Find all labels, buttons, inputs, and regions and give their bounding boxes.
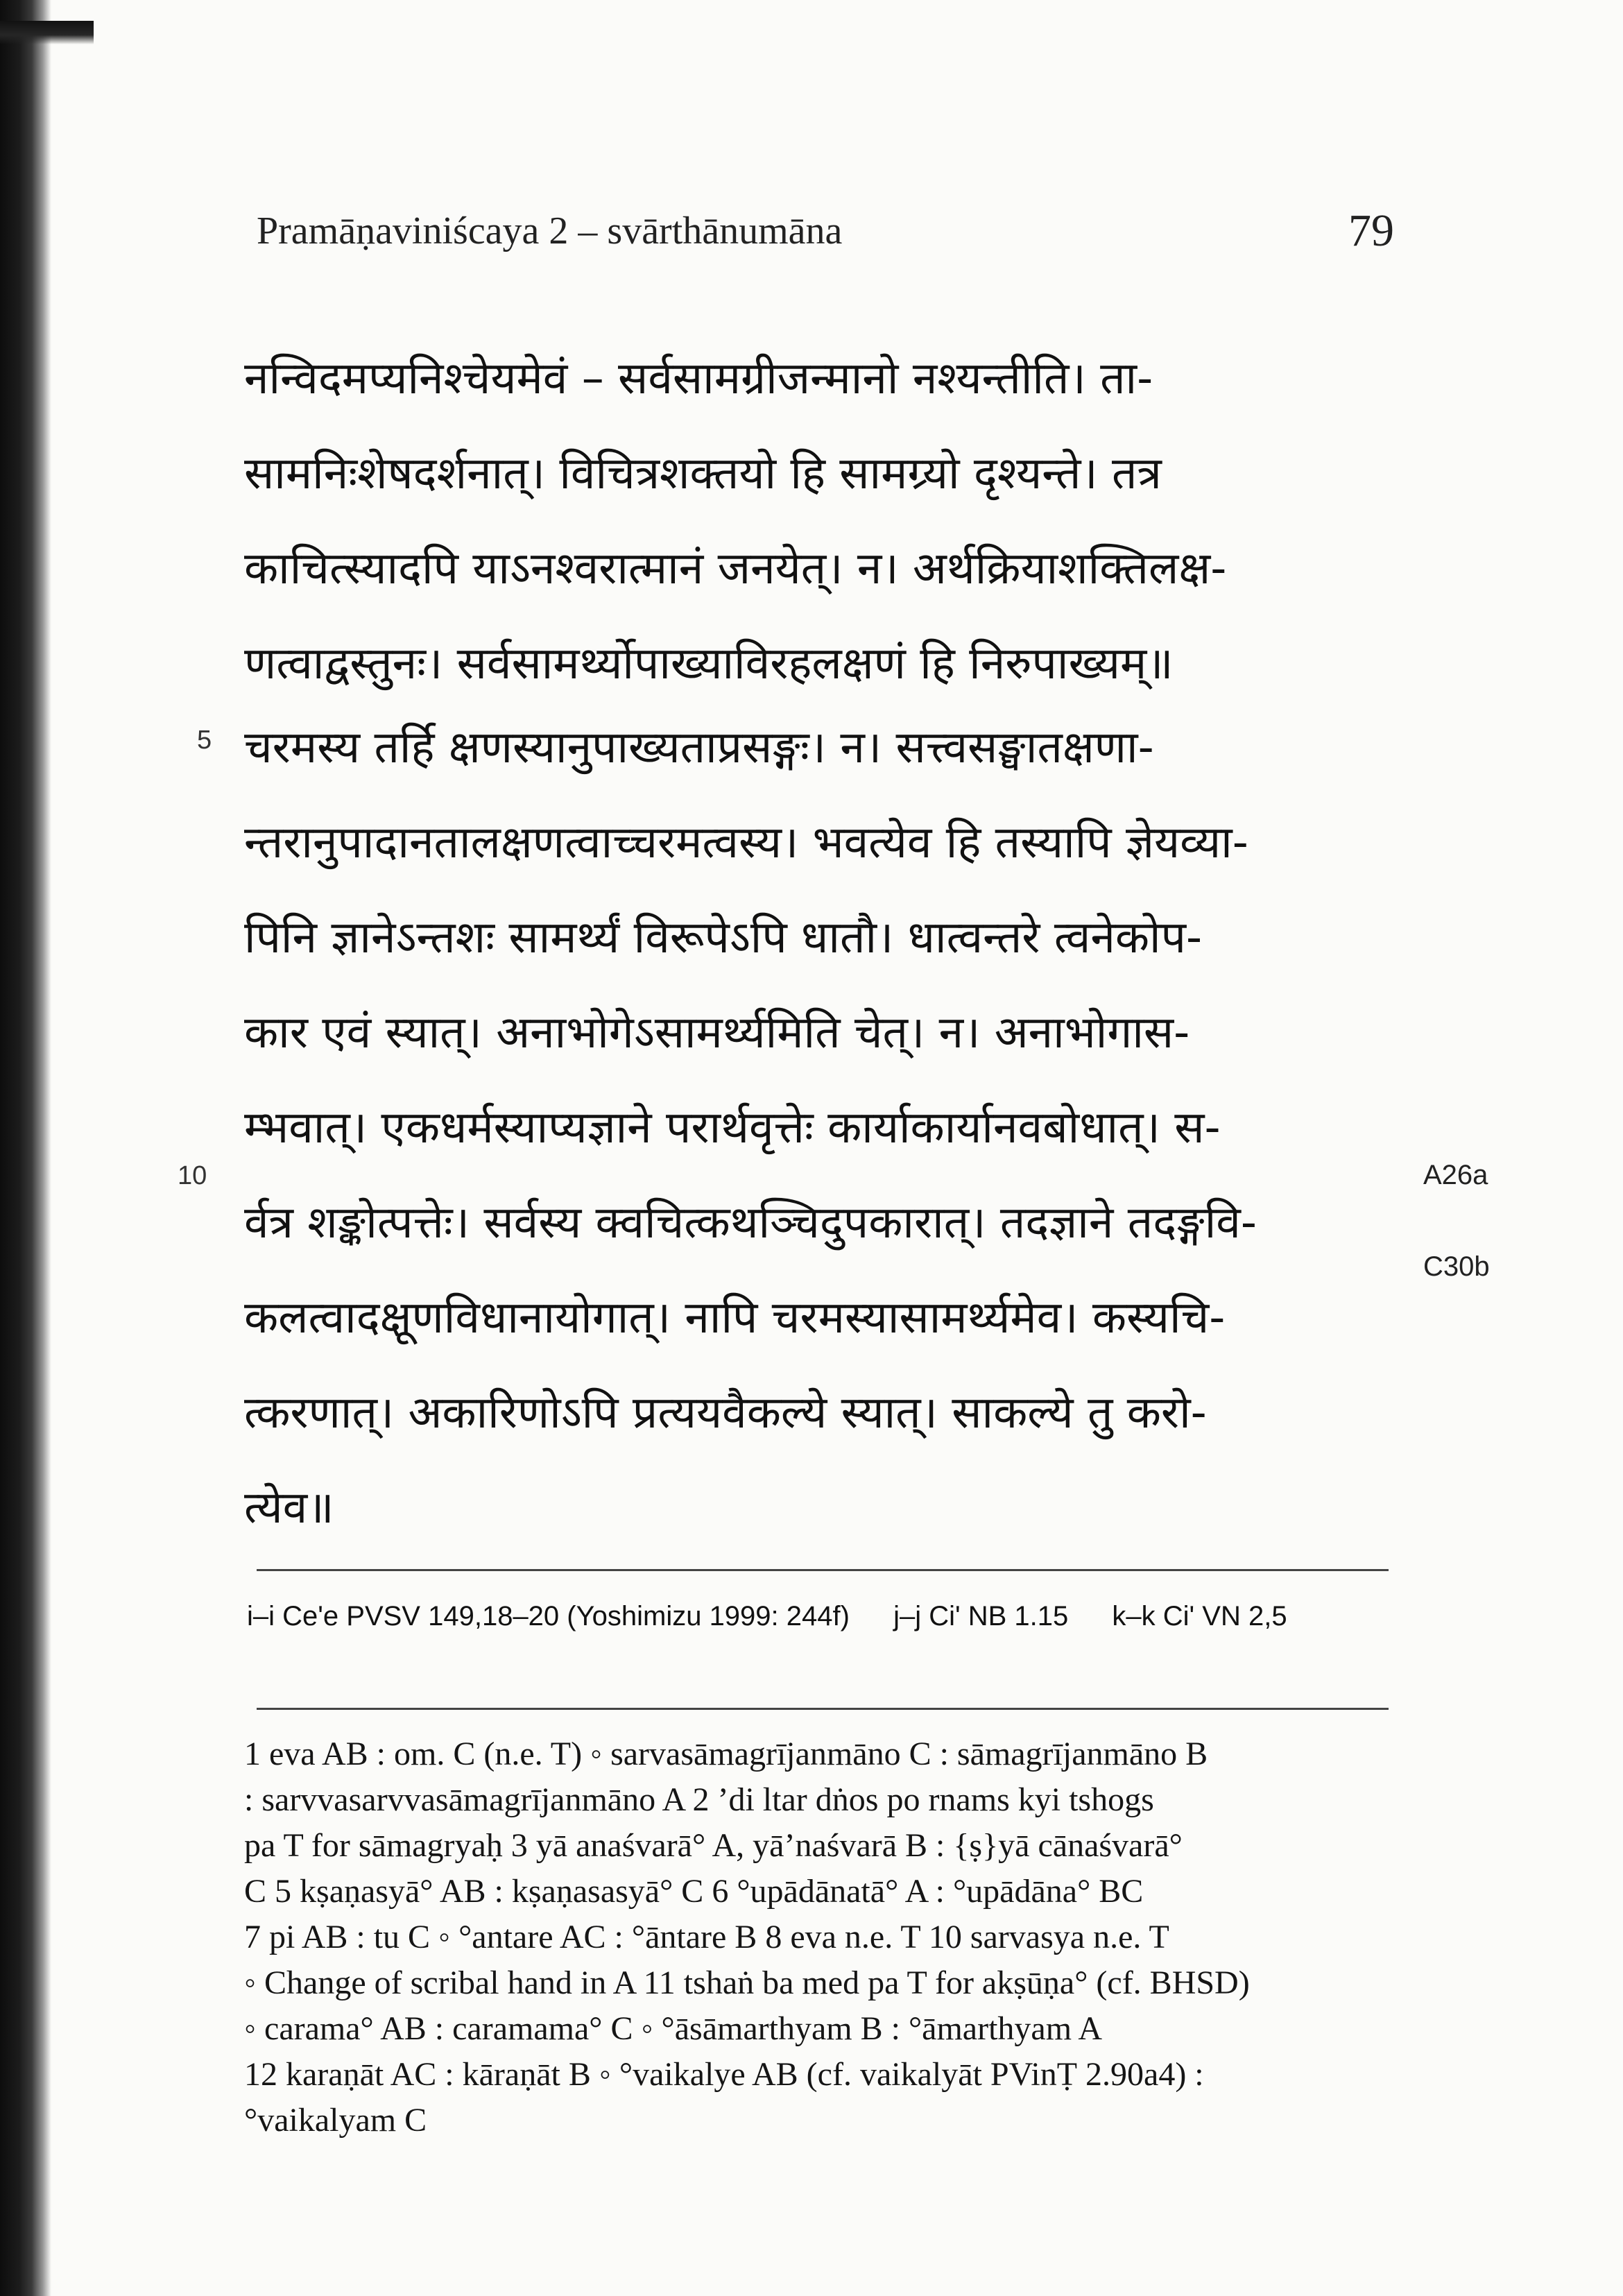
- sanskrit-paragraph-2: [244, 701, 1389, 1556]
- testimonium: i–i Ce'e PVSV 149,18–20 (Yoshimizu 1999: 244f): [247, 1601, 850, 1631]
- scan-binding-corner: [0, 21, 94, 44]
- line-number-5: 5: [197, 726, 212, 755]
- testimonia-divider: [257, 1569, 1389, 1571]
- text-line: सामनिःशेषदर्शनात्। विचित्रशक्तयो हि सामग्र्यो दृश्यन्ते। तत्र: [244, 448, 1162, 499]
- text-line: णत्वाद्वस्तुनः। सर्वसामर्थ्योपाख्याविरहलक्षणं हि निरुपाख्यम्॥: [244, 638, 1174, 689]
- text-line: काचित्स्यादपि याऽनश्वरात्मानं जनयेत्। न। अर्थक्रियाशक्तिलक्ष-: [244, 543, 1227, 594]
- apparatus-line: °vaikalyam C: [244, 2102, 427, 2139]
- manuscript-folio-ref: A26a: [1423, 1160, 1488, 1190]
- apparatus-line: ◦ Change of scribal hand in A 11 tshaṅ ba med pa T for akṣūṇa° (cf. BHSD): [244, 1964, 1250, 2001]
- apparatus-line: : sarvvasarvvasāmagrījanmāno A 2 ’di ltar dṅos po rnams kyi tshogs: [244, 1781, 1154, 1818]
- apparatus-line: 1 eva AB : om. C (n.e. T) ◦ sarvasāmagrījanmāno C : sāmagrījanmāno B: [244, 1736, 1208, 1772]
- page-number: 79: [1348, 205, 1394, 256]
- testimonium: j–j Ci' NB 1.15: [893, 1601, 1069, 1631]
- sanskrit-paragraph-1: [244, 332, 1389, 712]
- page-header: [257, 207, 1394, 255]
- text-line: न्तरानुपादानतालक्षणत्वाच्चरमत्वस्य। भवत्येव हि तस्यापि ज्ञेयव्या-: [244, 817, 1248, 868]
- text-line: कार एवं स्यात्। अनाभोगेऽसामर्थ्यमिति चेत्। न। अनाभोगास-: [244, 1007, 1190, 1059]
- apparatus-divider: [257, 1708, 1389, 1710]
- text-line: कलत्वादक्षूणविधानायोगात्। नापि चरमस्यासामर्थ्यमेव। कस्यचि-: [244, 1292, 1226, 1344]
- text-line: त्येव॥: [244, 1482, 334, 1534]
- text-line: पिनि ज्ञानेऽन्तशः सामर्थ्यं विरूपेऽपि धातौ। धात्वन्तरे त्वनेकोप-: [244, 912, 1203, 963]
- text-line: म्भवात्। एकधर्मस्याप्यज्ञाने परार्थवृत्तेः कार्याकार्यानवबोधात्। स-: [244, 1102, 1221, 1154]
- apparatus-line: ◦ carama° AB : caramama° C ◦ °āsāmarthyam B : °āmarthyam A: [244, 2010, 1103, 2047]
- text-line: र्वत्र शङ्कोत्पत्तेः। सर्वस्य क्वचित्कथञ्चिदुपकारात्। तदज्ञाने तदङ्गवि-: [244, 1197, 1257, 1249]
- manuscript-folio-ref: C30b: [1423, 1251, 1490, 1282]
- testimonium: k–k Ci' VN 2,5: [1112, 1601, 1287, 1631]
- testimonia-apparatus: [247, 1595, 1391, 1637]
- critical-apparatus: [244, 1731, 1392, 2143]
- scan-binding-edge: [0, 0, 51, 2296]
- line-number-10: 10: [178, 1161, 207, 1190]
- running-title: Pramāṇaviniścaya 2 – svārthānumāna: [257, 209, 843, 252]
- apparatus-line: 12 karaṇāt AC : kāraṇāt B ◦ °vaikalye AB (cf. vaikalyāt PVinṬ 2.90a4) :: [244, 2056, 1204, 2093]
- apparatus-line: C 5 kṣaṇasyā° AB : kṣaṇasasyā° C 6 °upādānatā° A : °upādāna° BC: [244, 1873, 1144, 1910]
- apparatus-line: 7 pi AB : tu C ◦ °antare AC : °āntare B 8 eva n.e. T 10 sarvasya n.e. T: [244, 1919, 1169, 1955]
- text-line: नन्विदमप्यनिश्चेयमेवं – सर्वसामग्रीजन्मानो नश्यन्तीति। ता-: [244, 353, 1153, 404]
- apparatus-line: pa T for sāmagryaḥ 3 yā anaśvarā° A, yā’naśvarā B : {ṣ}yā cānaśvarā°: [244, 1827, 1183, 1864]
- text-line: चरमस्य तर्हि क्षणस्यानुपाख्यताप्रसङ्गः। न। सत्त्वसङ्घातक्षणा-: [244, 722, 1154, 773]
- text-line: त्करणात्। अकारिणोऽपि प्रत्ययवैकल्ये स्यात्। साकल्ये तु करो-: [244, 1387, 1207, 1439]
